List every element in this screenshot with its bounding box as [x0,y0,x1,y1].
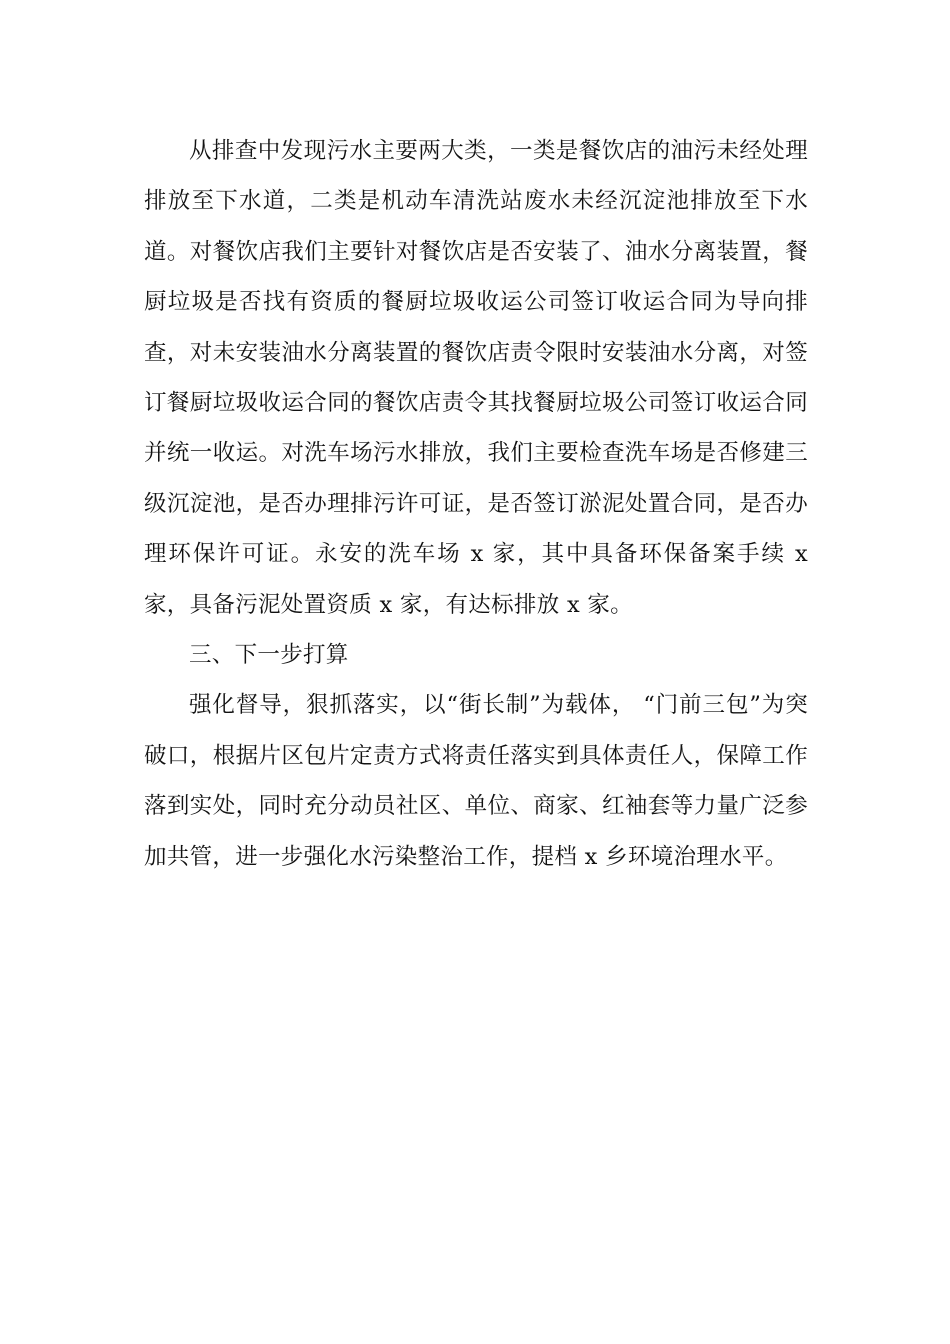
paragraph-next-steps: 强化督导，狠抓落实，以“街长制”为载体， “门前三包”为突破口，根据片区包片定责方式将责任落实到具体责任人，保障工作落到实处，同时充分动员社区、单位、商家、红袖套等力量广泛参加共管，进一步强化水污染整治工作，提档 x 乡环境治理水平。 [144,692,808,870]
paragraph-investigation-findings: 从排查中发现污水主要两大类，一类是餐饮店的油污未经处理排放至下水道，二类是机动车清洗站废水未经沉淀池排放至下水道。对餐饮店我们主要针对餐饮店是否安装了、油水分离装置，餐厨垃圾是否找有资质的餐厨垃圾收运公司签订收运合同为导向排查，对未安装油水分离装置的餐饮店责令限时安装油水分离，对签订餐厨垃圾收运合同的餐饮店责令其找餐厨垃圾公司签订收运合同并统一收运。对洗车场污水排放，我们主要检查洗车场是否修建三级沉淀池，是否办理排污许可证，是否签订淤泥处置合同，是否办理环保许可证。永安的洗车场 x 家，其中具备环保备案手续 x 家，具备污泥处置资质 x 家，有达标排放 x 家。 [144,138,808,618]
document-body [144,126,808,882]
section-heading-next-steps: 三、下一步打算 [189,642,349,669]
